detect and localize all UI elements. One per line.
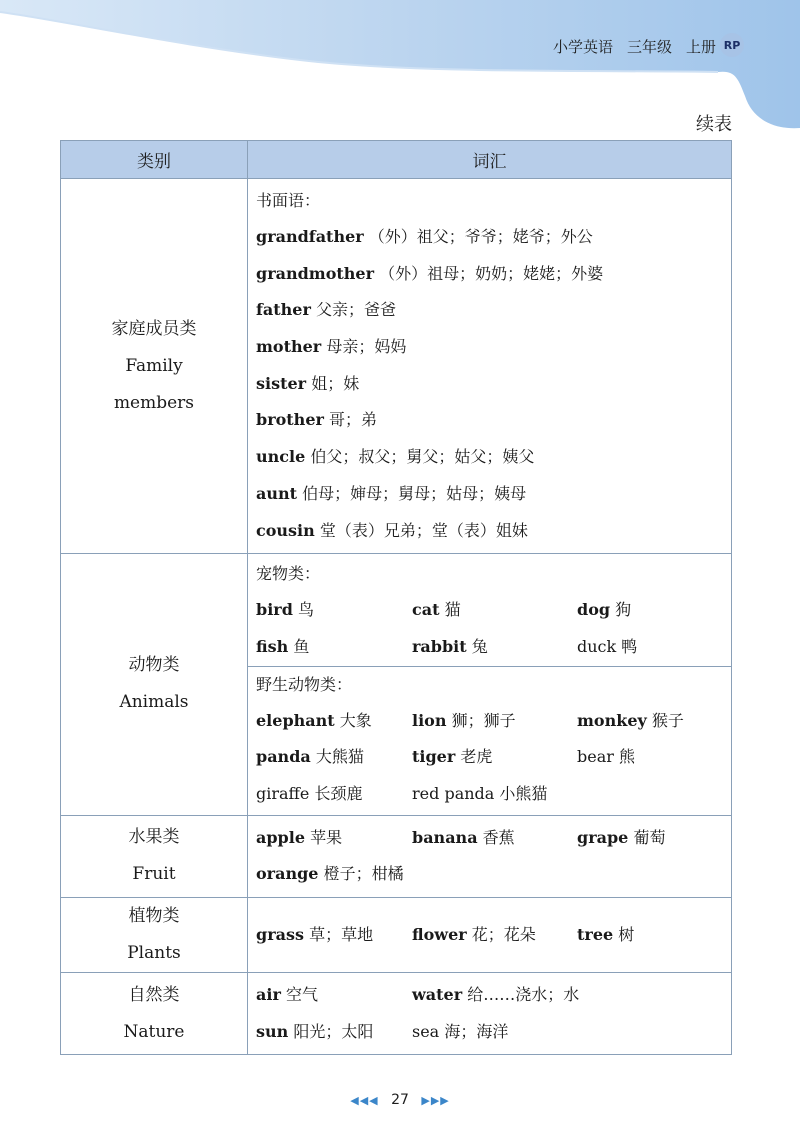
vocab-item bbox=[256, 592, 412, 629]
word-en: mother bbox=[256, 337, 322, 357]
book-subject: 小学英语 bbox=[552, 38, 613, 56]
word-en: air bbox=[256, 985, 281, 1004]
word-en: grass bbox=[256, 924, 304, 944]
word-cn: 狮；狮子 bbox=[451, 710, 516, 730]
word-en: grandfather bbox=[256, 227, 364, 246]
word-cn: 葡萄 bbox=[633, 827, 666, 847]
category-fruit bbox=[61, 815, 248, 897]
table-header-row bbox=[61, 141, 732, 179]
word-cn: 鸟 bbox=[297, 600, 314, 620]
header-wave-decoration bbox=[0, 0, 800, 135]
vocab-item bbox=[256, 292, 731, 329]
word-en: cousin bbox=[256, 520, 315, 540]
word-cn: 鱼 bbox=[293, 636, 310, 656]
word-cn: 猫 bbox=[444, 600, 461, 620]
vocab-item bbox=[412, 977, 579, 1014]
category-cn: 水果类 bbox=[128, 827, 180, 848]
vocab-row bbox=[256, 739, 731, 776]
vocab-item bbox=[256, 703, 412, 740]
vocab-item bbox=[577, 629, 637, 666]
word-en: sister bbox=[256, 373, 307, 393]
word-en: duck bbox=[577, 636, 617, 656]
vocab-item bbox=[256, 739, 412, 776]
vocab-row bbox=[256, 703, 731, 740]
word-cn: 姐；妹 bbox=[311, 373, 360, 393]
vocab-item bbox=[412, 629, 577, 666]
word-cn: 小熊猫 bbox=[499, 783, 548, 803]
vocab-item bbox=[412, 703, 577, 740]
subhead-wild-animals: 野生动物类： bbox=[256, 674, 353, 694]
vocabulary-table bbox=[60, 140, 732, 1055]
vocab-item bbox=[256, 820, 412, 857]
vocab-row bbox=[256, 776, 731, 813]
word-en: bear bbox=[577, 747, 614, 767]
column-header-category: 类别 bbox=[61, 141, 248, 179]
word-en: bird bbox=[256, 600, 293, 620]
book-volume: 上册 bbox=[685, 38, 716, 56]
vocab-cell-fruit bbox=[248, 815, 732, 897]
table-row-plants bbox=[61, 898, 732, 973]
category-en: Plants bbox=[127, 943, 181, 963]
vocab-row bbox=[256, 592, 731, 629]
vocab-item bbox=[256, 366, 731, 403]
word-en: red panda bbox=[412, 783, 495, 803]
book-title bbox=[553, 36, 716, 57]
word-cn: 苹果 bbox=[310, 827, 343, 847]
table-row-animals bbox=[61, 554, 732, 815]
category-cn: 植物类 bbox=[128, 906, 180, 926]
word-en: dog bbox=[577, 600, 611, 620]
category-cn: 自然类 bbox=[128, 984, 180, 1005]
vocab-item bbox=[256, 776, 412, 813]
category-cn: 家庭成员类 bbox=[111, 318, 197, 339]
vocab-item bbox=[577, 592, 631, 629]
word-en: brother bbox=[256, 410, 324, 430]
vocab-item bbox=[412, 820, 577, 857]
table-row-family bbox=[61, 179, 732, 554]
vocab-item bbox=[412, 592, 577, 629]
vocab-item bbox=[256, 1014, 412, 1051]
vocab-item bbox=[412, 1014, 508, 1051]
word-en: grandmother bbox=[256, 263, 375, 283]
table-row-fruit bbox=[61, 815, 732, 897]
word-en: tiger bbox=[412, 747, 456, 767]
word-cn: （外）祖父；爷爷；姥爷；外公 bbox=[368, 227, 593, 246]
word-cn: 空气 bbox=[285, 985, 318, 1004]
vocab-item bbox=[577, 917, 634, 954]
footer-left-arrows-icon: ◀◀◀ bbox=[350, 1094, 379, 1107]
word-cn: 堂（表）兄弟；堂（表）姐妹 bbox=[319, 520, 528, 540]
vocab-item bbox=[256, 856, 731, 893]
vocab-row bbox=[256, 977, 731, 1014]
word-cn: 长颈鹿 bbox=[314, 783, 363, 803]
word-cn: （外）祖母；奶奶；姥姥；外婆 bbox=[379, 263, 604, 283]
word-en: aunt bbox=[256, 483, 298, 503]
category-en: Animals bbox=[119, 692, 189, 713]
word-cn: 父亲；爸爸 bbox=[315, 300, 396, 320]
category-animals bbox=[61, 554, 248, 815]
vocab-row bbox=[256, 629, 731, 666]
word-en: rabbit bbox=[412, 636, 467, 656]
category-en: members bbox=[113, 392, 195, 413]
footer-right-arrows-icon: ▶▶▶ bbox=[421, 1094, 450, 1107]
word-cn: 哥；弟 bbox=[329, 410, 378, 430]
word-cn: 橙子；柑橘 bbox=[323, 864, 404, 884]
table-row-nature bbox=[61, 973, 732, 1055]
vocab-row bbox=[256, 917, 731, 954]
word-en: cat bbox=[412, 600, 440, 620]
word-en: banana bbox=[412, 827, 478, 847]
vocab-item bbox=[256, 402, 731, 439]
word-cn: 草；草地 bbox=[309, 924, 374, 944]
word-en: giraffe bbox=[256, 783, 310, 803]
word-cn: 海；海洋 bbox=[444, 1021, 509, 1041]
category-en: Family bbox=[125, 355, 183, 376]
word-cn: 鸭 bbox=[621, 636, 638, 656]
word-en: sun bbox=[256, 1021, 289, 1041]
vocab-item bbox=[256, 977, 412, 1014]
category-cn: 动物类 bbox=[128, 655, 180, 676]
vocab-cell-nature bbox=[248, 973, 732, 1055]
vocab-item bbox=[256, 256, 731, 293]
word-en: panda bbox=[256, 747, 311, 767]
word-cn: 伯母；婶母；舅母；姑母；姨母 bbox=[302, 483, 527, 503]
word-cn: 老虎 bbox=[460, 747, 493, 767]
vocab-item bbox=[412, 917, 577, 954]
continued-label: 续表 bbox=[696, 114, 732, 135]
word-en: sea bbox=[412, 1021, 440, 1041]
word-cn: 大熊猫 bbox=[315, 747, 364, 767]
word-cn: 猴子 bbox=[651, 710, 684, 730]
word-en: fish bbox=[256, 636, 289, 656]
word-cn: 阳光；太阳 bbox=[293, 1021, 374, 1041]
word-en: apple bbox=[256, 827, 305, 847]
word-en: water bbox=[412, 985, 463, 1004]
column-header-vocabulary: 词汇 bbox=[248, 141, 732, 179]
word-cn: 大象 bbox=[339, 710, 372, 730]
subhead-pets: 宠物类： bbox=[256, 564, 321, 584]
word-cn: 狗 bbox=[615, 600, 632, 620]
vocab-cell-plants bbox=[248, 898, 732, 973]
publisher-badge: RP bbox=[720, 33, 744, 57]
word-cn: 给……浇水；水 bbox=[467, 985, 580, 1004]
vocab-row bbox=[256, 1014, 731, 1051]
word-en: grape bbox=[577, 827, 629, 847]
vocab-item bbox=[577, 739, 635, 776]
word-cn: 伯父；叔父；舅父；姑父；姨父 bbox=[310, 447, 535, 467]
word-en: uncle bbox=[256, 447, 306, 467]
word-en: father bbox=[256, 300, 311, 320]
vocab-item bbox=[412, 776, 547, 813]
word-cn: 兔 bbox=[471, 636, 488, 656]
vocab-item bbox=[256, 329, 731, 366]
word-cn: 香蕉 bbox=[482, 827, 515, 847]
word-en: flower bbox=[412, 924, 467, 944]
word-cn: 树 bbox=[618, 924, 635, 944]
word-cn: 母亲；妈妈 bbox=[326, 337, 407, 357]
vocab-item bbox=[412, 739, 577, 776]
category-en: Nature bbox=[123, 1021, 185, 1042]
vocab-cell-animals bbox=[248, 554, 732, 815]
category-en: Fruit bbox=[132, 864, 176, 885]
vocab-row bbox=[256, 820, 731, 857]
word-en: elephant bbox=[256, 710, 335, 730]
vocab-item bbox=[256, 629, 412, 666]
vocab-item bbox=[256, 476, 731, 513]
word-en: lion bbox=[412, 710, 447, 730]
word-en: tree bbox=[577, 924, 614, 944]
vocab-item bbox=[256, 439, 731, 476]
page-number: 27 bbox=[391, 1092, 409, 1108]
category-plants bbox=[61, 898, 248, 973]
vocab-item bbox=[256, 513, 731, 550]
word-en: monkey bbox=[577, 710, 647, 730]
book-grade: 三年级 bbox=[626, 38, 672, 56]
vocab-item bbox=[256, 917, 412, 954]
vocab-item bbox=[577, 703, 684, 740]
vocab-item bbox=[256, 219, 731, 256]
word-cn: 花；花朵 bbox=[471, 924, 536, 944]
header-band bbox=[0, 0, 800, 135]
page-footer bbox=[0, 1092, 800, 1108]
category-family bbox=[61, 179, 248, 554]
subhead-written: 书面语： bbox=[256, 191, 321, 210]
vocab-item bbox=[577, 820, 665, 857]
category-nature bbox=[61, 973, 248, 1055]
vocab-cell-family bbox=[248, 179, 732, 554]
word-cn: 熊 bbox=[619, 747, 636, 767]
word-en: orange bbox=[256, 864, 319, 884]
